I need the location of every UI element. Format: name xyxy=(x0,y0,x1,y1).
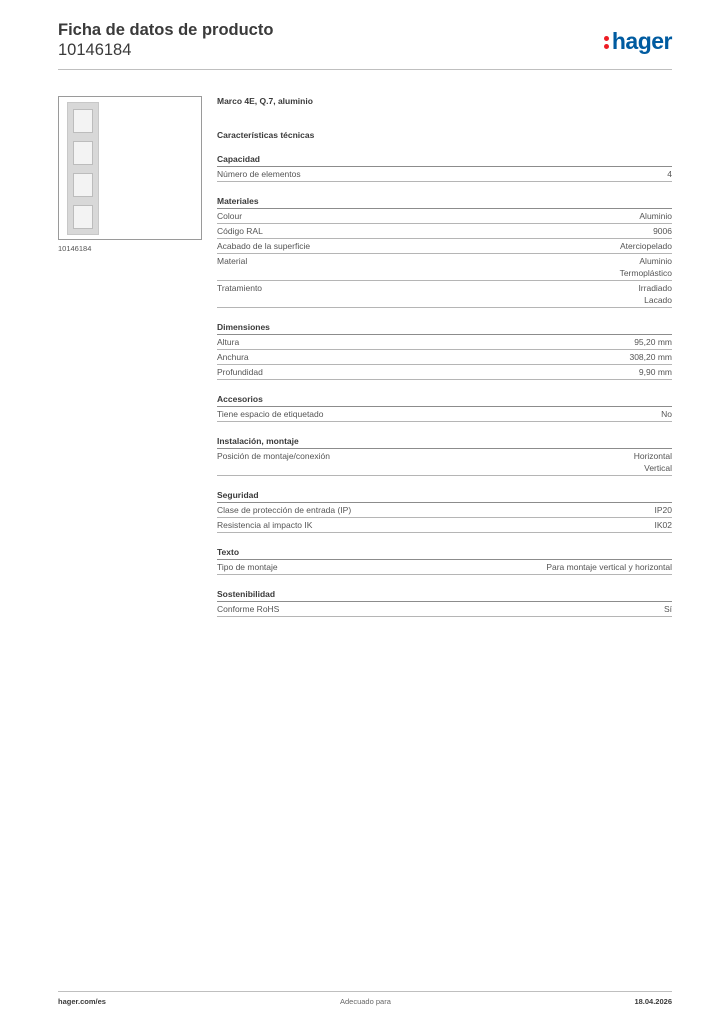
spec-section xyxy=(217,393,672,422)
document-title: Ficha de datos de producto xyxy=(58,21,274,39)
spec-row xyxy=(217,239,672,254)
spec-label: Resistencia al impacto IK xyxy=(217,520,313,530)
spec-row xyxy=(217,365,672,380)
footer-divider xyxy=(58,991,672,992)
spec-row xyxy=(217,518,672,533)
spec-row xyxy=(217,560,672,575)
spec-row xyxy=(217,335,672,350)
spec-section xyxy=(217,489,672,533)
page-header xyxy=(58,20,672,70)
spec-sections xyxy=(217,153,672,617)
frame-slot xyxy=(73,109,93,133)
footer-date: 18.04.2026 xyxy=(634,997,672,1006)
spec-value-line: Para montaje vertical y horizontal xyxy=(546,562,672,572)
spec-section xyxy=(217,195,672,308)
spec-row xyxy=(217,407,672,422)
spec-value-line: 9006 xyxy=(653,226,672,236)
spec-section xyxy=(217,546,672,575)
spec-label: Conforme RoHS xyxy=(217,604,280,614)
spec-value xyxy=(634,336,672,348)
spec-value xyxy=(667,168,672,180)
spec-section xyxy=(217,588,672,617)
spec-row xyxy=(217,503,672,518)
spec-label: Posición de montaje/conexión xyxy=(217,451,330,461)
spec-value-line: 95,20 mm xyxy=(634,337,672,347)
footer-website: hager.com/es xyxy=(58,997,106,1006)
spec-value-line: Aluminio xyxy=(639,211,672,221)
spec-value-line: Aluminio xyxy=(639,256,672,266)
spec-row xyxy=(217,224,672,239)
frame-slot xyxy=(73,205,93,229)
spec-label: Colour xyxy=(217,211,243,221)
technical-characteristics-title: Características técnicas xyxy=(217,130,315,140)
spec-row xyxy=(217,209,672,224)
footer-note: Adecuado para xyxy=(340,997,391,1006)
frame-slot xyxy=(73,141,93,165)
spec-row xyxy=(217,281,672,308)
spec-row xyxy=(217,449,672,476)
spec-value xyxy=(634,450,672,474)
logo-text: hager xyxy=(611,28,672,54)
spec-content xyxy=(217,95,672,617)
spec-label: Clase de protección de entrada (IP) xyxy=(217,505,352,515)
section-heading: Materiales xyxy=(217,195,672,209)
spec-section xyxy=(217,435,672,476)
spec-value-line: IP20 xyxy=(654,505,672,515)
frame-illustration xyxy=(67,102,99,235)
spec-value xyxy=(653,225,672,237)
spec-value-line: Termoplástico xyxy=(619,268,672,278)
spec-value xyxy=(639,210,672,222)
section-heading: Instalación, montaje xyxy=(217,435,672,449)
logo-dots-icon xyxy=(604,32,611,50)
spec-value-line: Aterciopelado xyxy=(620,241,672,251)
spec-value-line: Vertical xyxy=(644,463,672,473)
spec-label: Acabado de la superficie xyxy=(217,241,311,251)
section-heading: Sostenibilidad xyxy=(217,588,672,602)
spec-label: Material xyxy=(217,256,248,266)
spec-label: Número de elementos xyxy=(217,169,301,179)
section-heading: Accesorios xyxy=(217,393,672,407)
spec-value-line: No xyxy=(661,409,672,419)
spec-value-line: 4 xyxy=(667,169,672,179)
spec-row xyxy=(217,350,672,365)
frame-slot xyxy=(73,173,93,197)
spec-label: Anchura xyxy=(217,352,249,362)
spec-value xyxy=(638,282,672,306)
spec-row xyxy=(217,254,672,281)
spec-label: Tiene espacio de etiquetado xyxy=(217,409,324,419)
spec-row xyxy=(217,167,672,182)
spec-value xyxy=(661,408,672,420)
spec-value-line: Irradiado xyxy=(638,283,672,293)
spec-section xyxy=(217,153,672,182)
spec-label: Altura xyxy=(217,337,240,347)
spec-value xyxy=(639,366,672,378)
spec-value-line: IK02 xyxy=(654,520,672,530)
section-heading: Seguridad xyxy=(217,489,672,503)
spec-value xyxy=(546,561,672,573)
spec-value-line: Lacado xyxy=(644,295,672,305)
spec-row xyxy=(217,602,672,617)
product-code: 10146184 xyxy=(58,41,132,59)
product-image xyxy=(58,96,202,240)
spec-value-line: Horizontal xyxy=(633,451,672,461)
spec-label: Tratamiento xyxy=(217,283,263,293)
spec-value xyxy=(664,603,672,615)
spec-value-line: 308,20 mm xyxy=(629,352,672,362)
header-divider xyxy=(58,69,672,70)
spec-value-line: Sí xyxy=(663,604,672,614)
spec-value xyxy=(655,504,673,516)
hager-logo xyxy=(604,28,672,54)
spec-value xyxy=(620,255,672,279)
section-heading: Capacidad xyxy=(217,153,672,167)
spec-section xyxy=(217,321,672,380)
spec-value xyxy=(629,351,672,363)
spec-label: Tipo de montaje xyxy=(217,562,278,572)
spec-value xyxy=(620,240,672,252)
spec-label: Profundidad xyxy=(217,367,263,377)
product-name: Marco 4E, Q.7, aluminio xyxy=(217,96,313,106)
section-heading: Dimensiones xyxy=(217,321,672,335)
spec-value-line: 9,90 mm xyxy=(638,367,672,377)
image-caption: 10146184 xyxy=(58,244,92,253)
section-heading: Texto xyxy=(217,546,672,560)
spec-label: Código RAL xyxy=(217,226,263,236)
spec-value xyxy=(655,519,673,531)
